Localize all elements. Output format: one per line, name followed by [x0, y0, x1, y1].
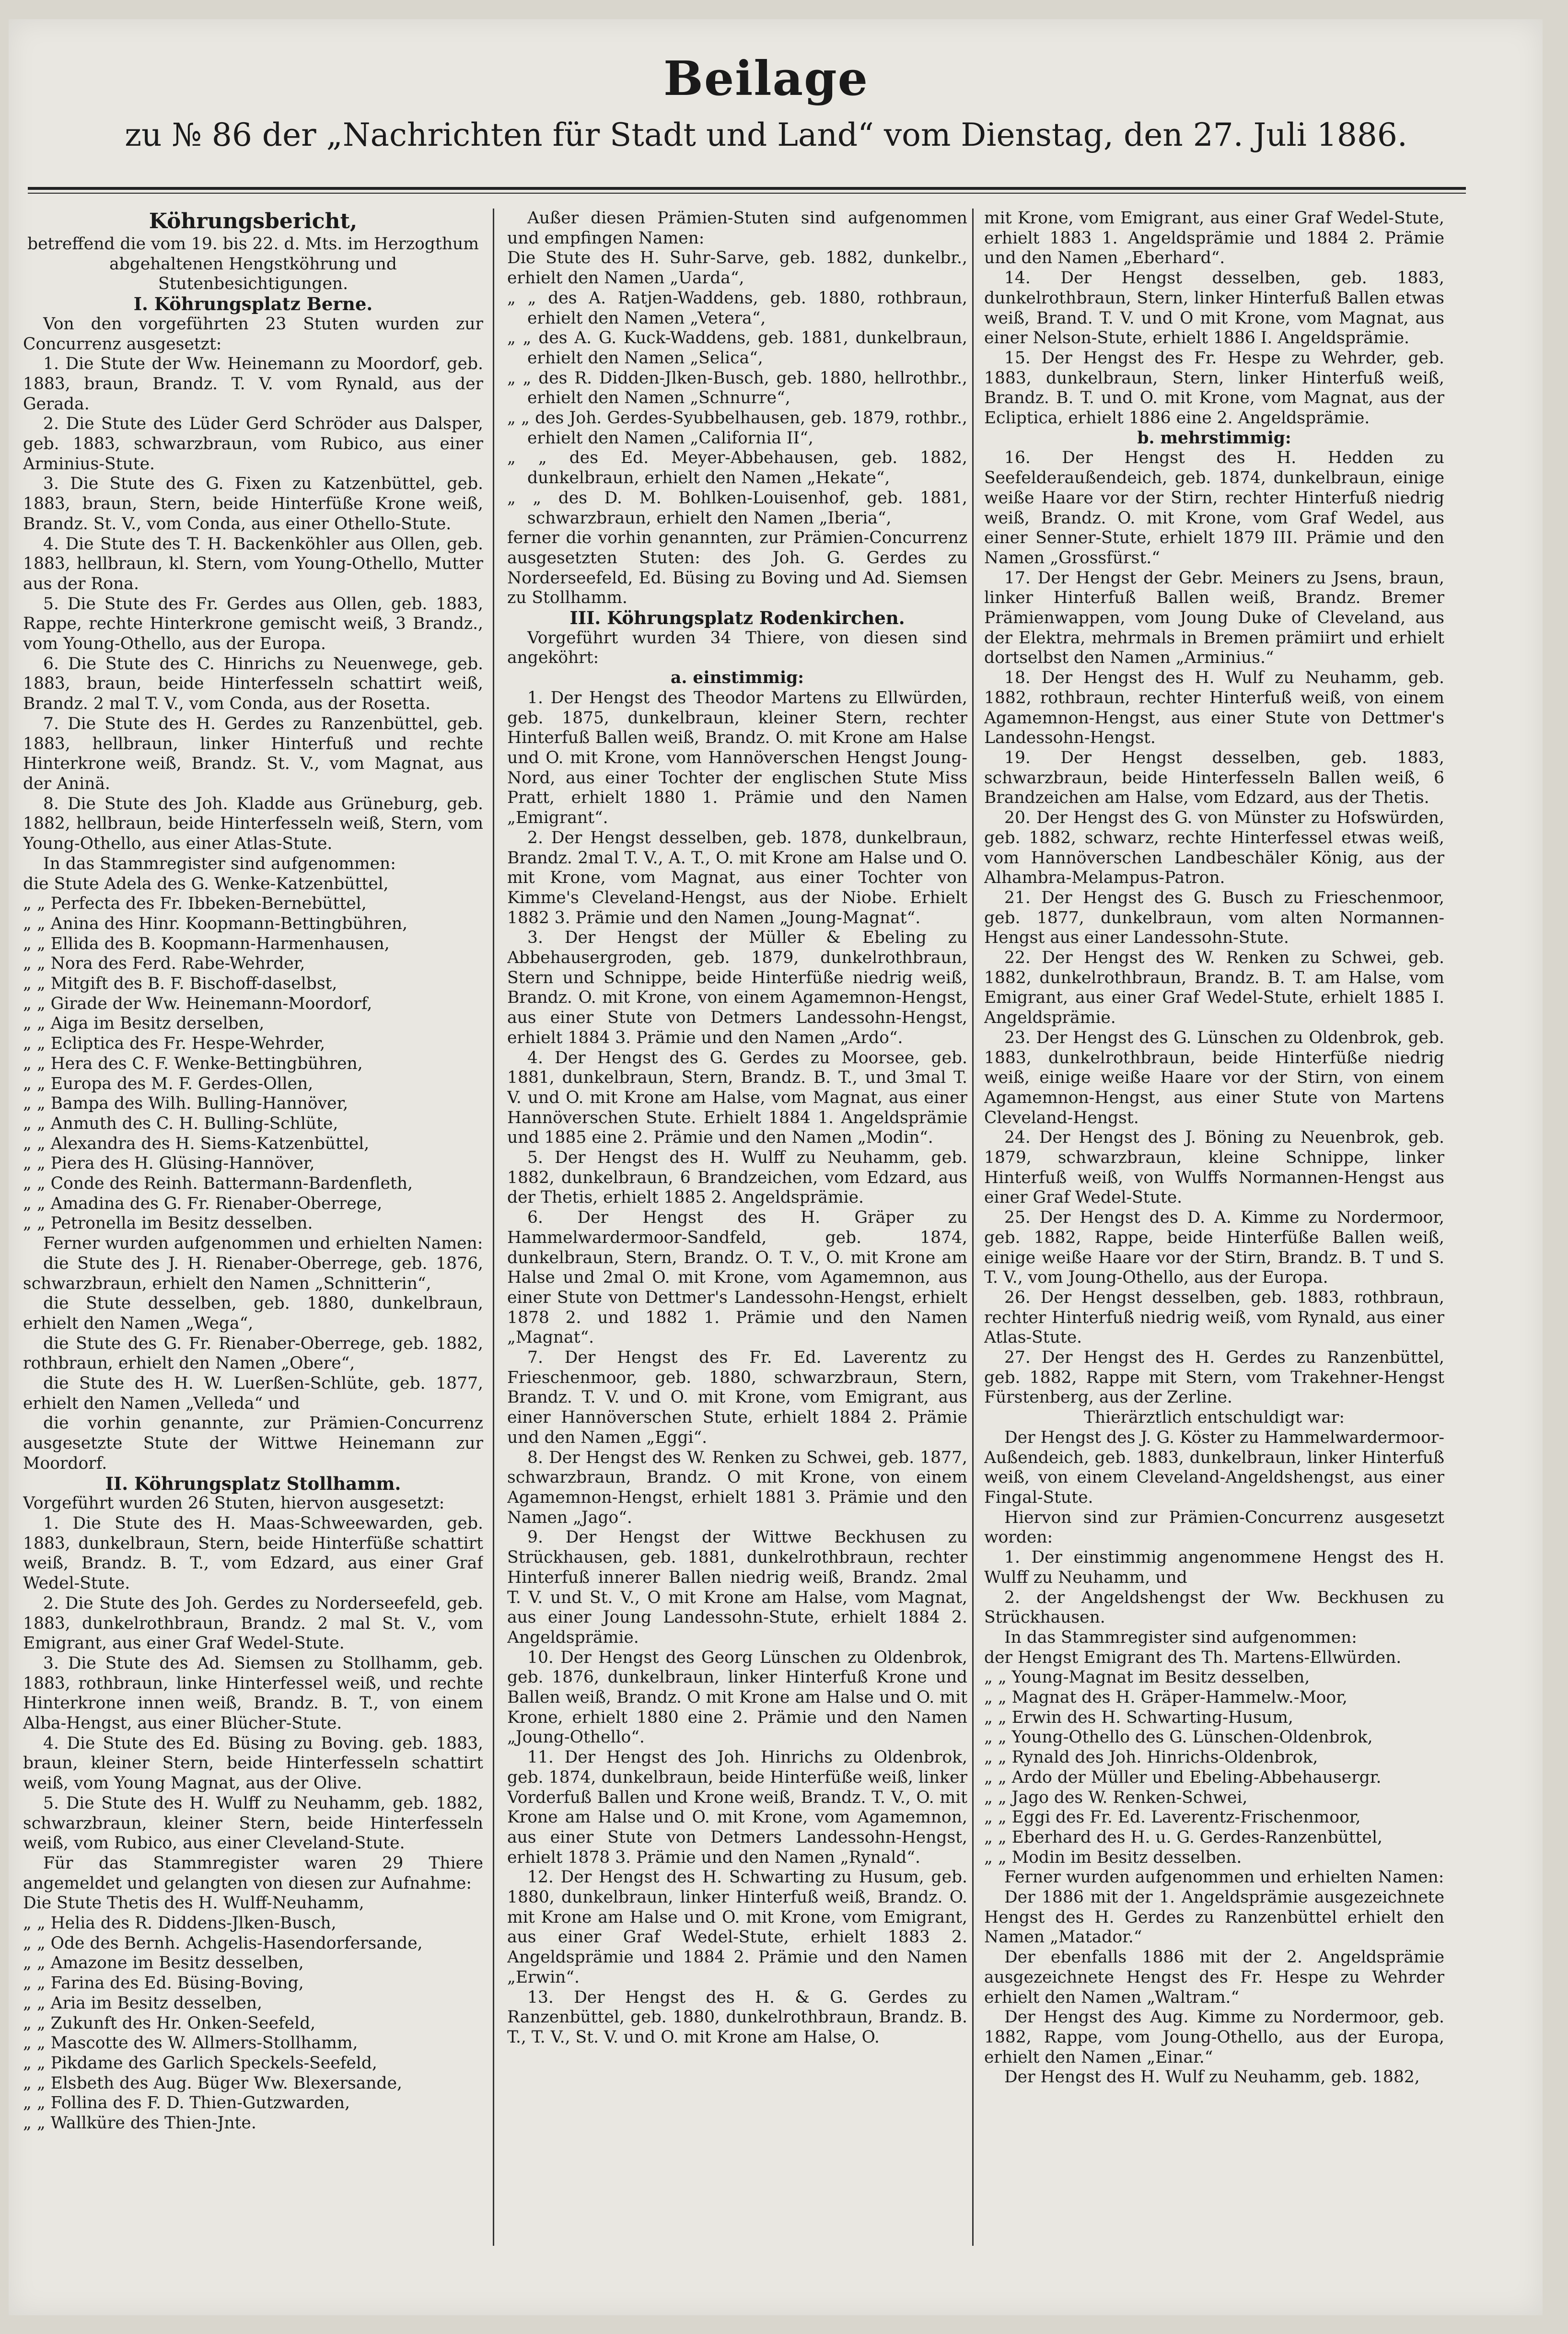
col2-paragraph: 1. Der Hengst des Theodor Martens zu Ellwürden, geb. 1875, dunkelbraun, kleiner Stern, rechter Hinterfuß Ballen weiß, Brandz. O. mit Krone am Halse und O. mit Krone, vom Hannöverschen Hengst Joung-Nord, aus einer Tochter der englischen Stute Miss Pratt, erhielt 1880 1. Prämie und den Namen „Emigrant“. [507, 688, 967, 828]
header-rule-thin [28, 193, 1466, 194]
col1-paragraph: „ „ Wallküre des Thien-Jnte. [23, 2113, 256, 2133]
col3-paragraph: Thierärztlich entschuldigt war: [1083, 1408, 1345, 1428]
col1-paragraph: Ferner wurden aufgenommen und erhielten Namen: [43, 1234, 483, 1254]
col2-paragraph: 8. Der Hengst des W. Renken zu Schwei, geb. 1877, schwarzbraun, Brandz. O mit Krone, von einem Agamemnon-Hengst, erhielt 1881 3. Prämie und den Namen „Jago“. [507, 1448, 967, 1527]
col1-paragraph: „ „ Pikdame des Garlich Speckels-Seefeld, [23, 2053, 377, 2073]
column-1 [23, 209, 483, 2246]
col3-paragraph: Der ebenfalls 1886 mit der 2. Angeldsprämie ausgezeichnete Hengst des Fr. Hespe zu Wehrder erhielt den Namen „Waltram.“ [984, 1948, 1444, 2007]
col1-paragraph: „ „ Zukunft des Hr. Onken-Seefeld, [23, 2013, 316, 2033]
column-3 [984, 209, 1444, 2246]
col1-paragraph: „ „ Aiga im Besitz derselben, [23, 1014, 265, 1033]
masthead [9, 53, 1523, 155]
col1-paragraph: „ „ Mascotte des W. Allmers-Stollhamm, [23, 2033, 358, 2053]
col1-paragraph: „ „ Amadina des G. Fr. Rienaber-Oberrege, [23, 1194, 383, 1213]
col2-paragraph: 2. Der Hengst desselben, geb. 1878, dunkelbraun, Brandz. 2mal T. V., A. T., O. mit Krone am Halse und O. mit Krone, vom Magnat, aus einer Tochter von Kimme's Cleveland-Hengst, aus der Niobe. Erhielt 1882 3. Prämie und den Namen „Joung-Magnat“. [507, 828, 967, 928]
col2-paragraph: 4. Der Hengst des G. Gerdes zu Moorsee, geb. 1881, dunkelbraun, Stern, Brandz. B. T., und 3mal T. V. und O. mit Krone am Halse, vom Magnat, aus einer Hannöverschen Stute. Erhielt 1884 1. Angeldsprämie und 1885 eine 2. Prämie und den Namen „Modin“. [507, 1048, 967, 1148]
col1-paragraph: „ „ Alexandra des H. Siems-Katzenbüttel, [23, 1134, 370, 1153]
col1-paragraph: 1. Die Stute der Ww. Heinemann zu Moordorf, geb. 1883, braun, Brandz. T. V. vom Rynald, aus der Gerada. [23, 354, 483, 414]
col3-paragraph: b. mehrstimmig: [1137, 428, 1291, 448]
col2-paragraph: „ „ des R. Didden-Jlken-Busch, geb. 1880, hellrothbr., erhielt den Namen „Schnurre“, [507, 368, 967, 408]
col1-paragraph: II. Köhrungsplatz Stollhamm. [105, 1473, 401, 1494]
col3-paragraph: Der 1886 mit der 1. Angeldsprämie ausgezeichnete Hengst des H. Gerdes zu Ranzenbüttel erhielt den Namen „Matador.“ [984, 1888, 1444, 1947]
col3-paragraph: 15. Der Hengst des Fr. Hespe zu Wehrder, geb. 1883, dunkelbraun, Stern, linker Hinterfuß weiß, Brandz. B. T. und O. mit Krone, vom Magnat, aus der Ecliptica, erhielt 1886 eine 2. Angeldsprämie. [984, 348, 1444, 428]
col1-paragraph: „ „ Petronella im Besitz desselben. [23, 1214, 313, 1233]
col2-paragraph: 3. Der Hengst der Müller & Ebeling zu Abbehausergroden, geb. 1879, dunkelrothbraun, Stern und Schnippe, beide Hinterfüße niedrig weiß, Brandz. O. mit Krone, von einem Agamemnon-Hengst, aus einer Stute von Detmers Landessohn-Hengst, erhielt 1884 3. Prämie und den Namen „Ardo“. [507, 928, 967, 1047]
col3-paragraph: 17. Der Hengst der Gebr. Meiners zu Jsens, braun, linker Hinterfuß Ballen weiß, Brandz. Bremer Prämienwappen, vom Joung Duke of Cleveland, aus der Elektra, mehrmals in Bremen prämiirt und erhielt dortselbst den Namen „Arminius.“ [984, 568, 1444, 668]
col2-paragraph: ferner die vorhin genannten, zur Prämien-Concurrenz ausgesetzten Stuten: des Joh. G. Gerdes zu Norderseefeld, Ed. Büsing zu Boving und Ad. Siemsen zu Stollhamm. [507, 528, 967, 608]
col1-paragraph: „ „ Amazone im Besitz desselben, [23, 1953, 304, 1973]
col2-paragraph: „ „ des A. Ratjen-Waddens, geb. 1880, rothbraun, erhielt den Namen „Vetera“, [507, 288, 967, 328]
col2-paragraph: a. einstimmig: [671, 668, 804, 688]
col1-paragraph: „ „ Perfecta des Fr. Ibbeken-Bernebüttel, [23, 894, 367, 914]
col1-paragraph: die vorhin genannte, zur Prämien-Concurrenz ausgesetzte Stute der Wittwe Heinemann zur Moordorf. [23, 1414, 483, 1473]
col3-paragraph: 22. Der Hengst des W. Renken zu Schwei, geb. 1882, dunkelrothbraun, Brandz. B. T. am Halse, vom Emigrant, aus einer Graf Wedel-Stute, erhielt 1885 I. Angeldsprämie. [984, 948, 1444, 1028]
header-rule-thick [28, 187, 1466, 190]
col1-paragraph: 6. Die Stute des C. Hinrichs zu Neuenwege, geb. 1883, braun, beide Hinterfesseln schattirt weiß, Brandz. 2 mal T. V., vom Conda, aus der Rosetta. [23, 654, 483, 714]
col3-paragraph: „ „ Ardo der Müller und Ebeling-Abbehausergr. [984, 1767, 1382, 1787]
col3-paragraph: 16. Der Hengst des H. Hedden zu Seefelderaußendeich, geb. 1874, dunkelbraun, einige weiße Haare vor der Stirn, rechter Hinterfuß niedrig weiß, Brandz. O. mit Krone, vom Graf Wedel, aus einer Senner-Stute, erhielt 1879 III. Prämie und den Namen „Grossfürst.“ [984, 448, 1444, 568]
col1-paragraph: die Stute des H. W. Luerßen-Schlüte, geb. 1877, erhielt den Namen „Velleda“ und [23, 1374, 483, 1413]
col1-paragraph: Von den vorgeführten 23 Stuten wurden zur Concurrenz ausgesetzt: [23, 314, 483, 354]
col1-paragraph: Die Stute Thetis des H. Wulff-Neuhamm, [23, 1893, 364, 1913]
col1-paragraph: die Stute desselben, geb. 1880, dunkelbraun, erhielt den Namen „Wega“, [23, 1294, 483, 1333]
col1-paragraph: „ „ Hera des C. F. Wenke-Bettingbühren, [23, 1054, 363, 1073]
col1-paragraph: „ „ Piera des H. Glüsing-Hannöver, [23, 1154, 315, 1173]
col1-paragraph: I. Köhrungsplatz Berne. [133, 293, 373, 315]
newspaper-page [9, 19, 1543, 2315]
col2-paragraph: 6. Der Hengst des H. Gräper zu Hammelwardermoor-Sandfeld, geb. 1874, dunkelbraun, Stern, Brandz. O. T. V., O. mit Krone am Halse und 2mal O. mit Krone, vom Agamemnon, aus einer Stute von Dettmer's Landessohn-Hengst, erhielt 1878 2. und 1882 1. Prämie und den Namen „Magnat“. [507, 1208, 967, 1347]
col1-paragraph: 3. Die Stute des G. Fixen zu Katzenbüttel, geb. 1883, braun, Stern, beide Hinterfüße Krone weiß, Brandz. St. V., vom Conda, aus einer Othello-Stute. [23, 474, 483, 534]
col3-paragraph: „ „ Eggi des Fr. Ed. Laverentz-Frischenmoor, [984, 1808, 1361, 1827]
col2-paragraph: „ „ des A. G. Kuck-Waddens, geb. 1881, dunkelbraun, erhielt den Namen „Selica“, [507, 328, 967, 368]
col1-paragraph: „ „ Anmuth des C. H. Bulling-Schlüte, [23, 1114, 338, 1133]
col1-paragraph: In das Stammregister sind aufgenommen: [43, 854, 396, 873]
col2-paragraph: 12. Der Hengst des H. Schwarting zu Husum, geb. 1880, dunkelbraun, linker Hinterfuß weiß, Brandz. O. mit Krone am Halse und O. mit Krone, vom Emigrant, aus einer Graf Wedel-Stute, erhielt 1883 2. Angeldsprämie und 1884 2. Prämie und den Namen „Erwin“. [507, 1868, 967, 1987]
col1-paragraph: Köhrungsbericht, [149, 209, 358, 233]
column-divider-2 [972, 209, 974, 2246]
col3-paragraph: 25. Der Hengst des D. A. Kimme zu Nordermoor, geb. 1882, Rappe, beide Hinterfüße Ballen weiß, einige weiße Haare vor der Stirn, Brandz. B. T und S. T. V., vom Joung-Othello, aus der Europa. [984, 1208, 1444, 1288]
col2-paragraph: „ „ des Ed. Meyer-Abbehausen, geb. 1882, dunkelbraun, erhielt den Namen „Hekate“, [507, 448, 967, 488]
col3-paragraph: 1. Der einstimmig angenommene Hengst des H. Wulff zu Neuhamm, und [984, 1548, 1444, 1587]
col2-paragraph: 11. Der Hengst des Joh. Hinrichs zu Oldenbrok, geb. 1874, dunkelbraun, beide Hinterfüße weiß, linker Vorderfuß Ballen und Krone weiß, Brandz. T. V., O. mit Krone am Halse und O. mit Krone, vom Agamemnon, aus einer Stute von Detmers Landessohn-Hengst, erhielt 1878 3. Prämie und den Namen „Rynald“. [507, 1748, 967, 1867]
supplement-title: Beilage [663, 51, 869, 106]
col3-paragraph: „ „ Modin im Besitz desselben. [984, 1847, 1242, 1867]
col2-paragraph: Die Stute des H. Suhr-Sarve, geb. 1882, dunkelbr., erhielt den Namen „Uarda“, [507, 248, 967, 288]
col3-paragraph: Ferner wurden aufgenommen und erhielten Namen: [1004, 1868, 1444, 1887]
col1-paragraph: 8. Die Stute des Joh. Kladde aus Grüneburg, geb. 1882, hellbraun, beide Hinterfesseln weiß, Stern, vom Young-Othello, aus einer Atlas-Stute. [23, 794, 483, 854]
col1-paragraph: 7. Die Stute des H. Gerdes zu Ranzenbüttel, geb. 1883, hellbraun, linker Hinterfuß und rechte Hinterkrone weiß, Brandz. St. V., vom Magnat, aus der Aninä. [23, 714, 483, 793]
col1-paragraph: „ „ Conde des Reinh. Battermann-Bardenfleth, [23, 1174, 413, 1194]
col3-paragraph: „ „ Eberhard des H. u. G. Gerdes-Ranzenbüttel, [984, 1827, 1382, 1847]
col1-paragraph: die Stute Adela des G. Wenke-Katzenbüttel, [23, 874, 389, 894]
col1-paragraph: betreffend die vom 19. bis 22. d. Mts. im Herzogthum abgehaltenen Hengstköhrung und Stutenbesichtigungen. [27, 234, 479, 294]
col1-paragraph: Für das Stammregister waren 29 Thiere angemeldet und gelangten von diesen zur Aufnahme: [23, 1853, 483, 1893]
col3-paragraph: „ „ Young-Magnat im Besitz desselben, [984, 1668, 1310, 1687]
col1-paragraph: „ „ Ellida des B. Koopmann-Harmenhausen, [23, 934, 390, 953]
col3-paragraph: 19. Der Hengst desselben, geb. 1883, schwarzbraun, beide Hinterfesseln Ballen weiß, 6 Brandzeichen am Halse, vom Edzard, aus der Thetis. [984, 748, 1444, 808]
col1-paragraph: 5. Die Stute des Fr. Gerdes aus Ollen, geb. 1883, Rappe, rechte Hinterkrone gemischt weiß, 3 Brandz., vom Young-Othello, aus der Europa. [23, 594, 483, 654]
col1-paragraph: „ „ Nora des Ferd. Rabe-Wehrder, [23, 954, 305, 974]
col2-paragraph: 7. Der Hengst des Fr. Ed. Laverentz zu Frieschenmoor, geb. 1880, schwarzbraun, Stern, Brandz. T. V. und O. mit Krone, vom Emigrant, aus einer Hannöverschen Stute, erhielt 1884 2. Prämie und den Namen „Eggi“. [507, 1348, 967, 1447]
col1-paragraph: 4. Die Stute des Ed. Büsing zu Boving. geb. 1883, braun, kleiner Stern, beide Hinterfesseln schattirt weiß, vom Young Magnat, aus der Olive. [23, 1733, 483, 1793]
col1-paragraph: die Stute des J. H. Rienaber-Oberrege, geb. 1876, schwarzbraun, erhielt den Namen „Schnitterin“, [23, 1254, 483, 1293]
col3-paragraph: 24. Der Hengst des J. Böning zu Neuenbrok, geb. 1879, schwarzbraun, kleine Schnippe, linker Hinterfuß weiß, von Wulffs Normannen-Hengst aus einer Graf Wedel-Stute. [984, 1128, 1444, 1208]
col3-paragraph: 14. Der Hengst desselben, geb. 1883, dunkelrothbraun, Stern, linker Hinterfuß Ballen etwas weiß, Brand. T. V. und O mit Krone, vom Magnat, aus einer Nelson-Stute, erhielt 1886 I. Angeldsprämie. [984, 268, 1444, 348]
supplement-subtitle: zu № 86 der „Nachrichten für Stadt und Land“ vom Dienstag, den 27. Juli 1886. [125, 116, 1407, 153]
col3-paragraph: „ „ Rynald des Joh. Hinrichs-Oldenbrok, [984, 1748, 1318, 1767]
col1-paragraph: 1. Die Stute des H. Maas-Schweewarden, geb. 1883, dunkelbraun, Stern, beide Hinterfüße schattirt weiß, Brandz. B. T., vom Edzard, aus einer Graf Wedel-Stute. [23, 1514, 483, 1593]
col1-paragraph: „ „ Helia des R. Diddens-Jlken-Busch, [23, 1914, 337, 1933]
col3-paragraph: „ „ Magnat des H. Gräper-Hammelw.-Moor, [984, 1688, 1347, 1707]
col1-paragraph: 4. Die Stute des T. H. Backenköhler aus Ollen, geb. 1883, hellbraun, kl. Stern, vom Young-Othello, Mutter aus der Rona. [23, 534, 483, 593]
column-2 [507, 209, 967, 2246]
col3-paragraph: „ „ Jago des W. Renken-Schwei, [984, 1788, 1248, 1807]
col3-paragraph: 23. Der Hengst des G. Lünschen zu Oldenbrok, geb. 1883, dunkelrothbraun, beide Hinterfüße niedrig weiß, einige weiße Haare vor der Stirn, von einem Agamemnon-Hengst, aus einer Stute von Martens Cleveland-Hengst. [984, 1028, 1444, 1127]
col2-paragraph: 9. Der Hengst der Wittwe Beckhusen zu Strückhausen, geb. 1881, dunkelrothbraun, rechter Hinterfuß innerer Ballen niedrig weiß, Brandz. 2mal T. V. und St. V., O mit Krone am Halse, vom Magnat, aus einer Joung Landessohn-Stute, erhielt 1884 2. Angeldsprämie. [507, 1528, 967, 1647]
col2-paragraph: Vorgeführt wurden 34 Thiere, von diesen sind angeköhrt: [507, 628, 967, 668]
col2-paragraph: III. Köhrungsplatz Rodenkirchen. [569, 607, 905, 629]
col1-paragraph: „ „ Follina des F. D. Thien-Gutzwarden, [23, 2093, 350, 2113]
col3-paragraph: Der Hengst des J. G. Köster zu Hammelwardermoor-Außendeich, geb. 1883, dunkelbraun, linker Hinterfuß weiß, von einem Cleveland-Angeldshengst, aus einer Fingal-Stute. [984, 1428, 1444, 1507]
col3-paragraph: Hiervon sind zur Prämien-Concurrenz ausgesetzt worden: [984, 1508, 1444, 1547]
column-divider-1 [493, 209, 494, 2246]
col3-paragraph: der Hengst Emigrant des Th. Martens-Ellwürden. [984, 1648, 1402, 1667]
col2-paragraph: 5. Der Hengst des H. Wulff zu Neuhamm, geb. 1882, dunkelbraun, 6 Brandzeichen, vom Edzard, aus der Thetis, erhielt 1885 2. Angeldsprämie. [507, 1148, 967, 1208]
col2-paragraph: 10. Der Hengst des Georg Lünschen zu Oldenbrok, geb. 1876, dunkelbraun, linker Hinterfuß Krone und Ballen weiß, Brandz. O mit Krone am Halse und O. mit Krone, erhielt 1880 eine 2. Prämie und den Namen „Joung-Othello“. [507, 1648, 967, 1747]
col1-paragraph: „ „ Elsbeth des Aug. Büger Ww. Blexersande, [23, 2073, 402, 2093]
col1-paragraph: „ „ Farina des Ed. Büsing-Boving, [23, 1974, 304, 1993]
col3-paragraph: 26. Der Hengst desselben, geb. 1883, rothbraun, rechter Hinterfuß niedrig weiß, vom Rynald, aus einer Atlas-Stute. [984, 1288, 1444, 1347]
col3-paragraph: „ „ Erwin des H. Schwarting-Husum, [984, 1707, 1293, 1727]
col3-paragraph: In das Stammregister sind aufgenommen: [1004, 1627, 1357, 1647]
col1-paragraph: 2. Die Stute des Joh. Gerdes zu Norderseefeld, geb. 1883, dunkelrothbraun, Brandz. 2 mal St. V., vom Emigrant, aus einer Graf Wedel-Stute. [23, 1593, 483, 1653]
col1-paragraph: 3. Die Stute des Ad. Siemsen zu Stollhamm, geb. 1883, rothbraun, linke Hinterfessel weiß, und rechte Hinterkrone innen weiß, Brandz. B. T., von einem Alba-Hengst, aus einer Blücher-Stute. [23, 1653, 483, 1733]
col1-paragraph: 5. Die Stute des H. Wulff zu Neuhamm, geb. 1882, schwarzbraun, kleiner Stern, beide Hinterfesseln weiß, vom Rubico, aus einer Cleveland-Stute. [23, 1793, 483, 1853]
col1-paragraph: „ „ Ecliptica des Fr. Hespe-Wehrder, [23, 1034, 325, 1054]
col3-paragraph: 18. Der Hengst des H. Wulf zu Neuhamm, geb. 1882, rothbraun, rechter Hinterfuß weiß, von einem Agamemnon-Hengst, aus einer Stute von Dettmer's Landessohn-Hengst. [984, 668, 1444, 748]
col1-paragraph: „ „ Bampa des Wilh. Bulling-Hannöver, [23, 1094, 348, 1114]
col3-paragraph: „ „ Young-Othello des G. Lünschen-Oldenbrok, [984, 1728, 1373, 1747]
col1-paragraph: „ „ Anina des Hinr. Koopmann-Bettingbühren, [23, 914, 408, 933]
col1-paragraph: „ „ Mitgift des B. F. Bischoff-daselbst, [23, 974, 337, 994]
col1-paragraph: die Stute des G. Fr. Rienaber-Oberrege, geb. 1882, rothbraun, erhielt den Namen „Obere“, [23, 1334, 483, 1373]
col3-paragraph: 2. der Angeldshengst der Ww. Beckhusen zu Strückhausen. [984, 1588, 1444, 1627]
col3-paragraph: 20. Der Hengst des G. von Münster zu Hofswürden, geb. 1882, schwarz, rechte Hinterfessel etwas weiß, vom Hannöverschen Landbeschäler König, aus der Alhambra-Melampus-Patron. [984, 808, 1444, 888]
col2-paragraph: „ „ des Joh. Gerdes-Syubbelhausen, geb. 1879, rothbr., erhielt den Namen „California II“, [507, 408, 967, 448]
col1-paragraph: „ „ Europa des M. F. Gerdes-Ollen, [23, 1074, 314, 1093]
col3-paragraph: Der Hengst des Aug. Kimme zu Nordermoor, geb. 1882, Rappe, vom Joung-Othello, aus der Europa, erhielt den Namen „Einar.“ [984, 2008, 1444, 2067]
col1-paragraph: 2. Die Stute des Lüder Gerd Schröder aus Dalsper, geb. 1883, schwarzbraun, vom Rubico, aus einer Arminius-Stute. [23, 414, 483, 474]
col1-paragraph: „ „ Ode des Bernh. Achgelis-Hasendorfersande, [23, 1933, 423, 1953]
col2-paragraph: „ „ des D. M. Bohlken-Louisenhof, geb. 1881, schwarzbraun, erhielt den Namen „Iberia“, [507, 488, 967, 528]
col1-paragraph: Vorgeführt wurden 26 Stuten, hiervon ausgesetzt: [23, 1494, 445, 1513]
col1-paragraph: „ „ Aria im Besitz desselben, [23, 1993, 262, 2013]
col2-paragraph: Außer diesen Prämien-Stuten sind aufgenommen und empfingen Namen: [507, 209, 967, 248]
col1-paragraph: „ „ Girade der Ww. Heinemann-Moordorf, [23, 994, 372, 1013]
col3-paragraph: 21. Der Hengst des G. Busch zu Frieschenmoor, geb. 1877, dunkelbraun, vom alten Normannen-Hengst aus einer Landessohn-Stute. [984, 888, 1444, 948]
col3-paragraph: Der Hengst des H. Wulf zu Neuhamm, geb. 1882, [1004, 2067, 1420, 2087]
col3-paragraph: mit Krone, vom Emigrant, aus einer Graf Wedel-Stute, erhielt 1883 1. Angeldsprämie und 1884 2. Prämie und den Namen „Eberhard“. [984, 209, 1444, 268]
col2-paragraph: 13. Der Hengst des H. & G. Gerdes zu Ranzenbüttel, geb. 1880, dunkelrothbraun, Brandz. B. T., T. V., St. V. und O. mit Krone am Halse, O. [507, 1987, 967, 2047]
col3-paragraph: 27. Der Hengst des H. Gerdes zu Ranzenbüttel, geb. 1882, Rappe mit Stern, vom Trakehner-Hengst Fürstenberg, aus der Zerline. [984, 1348, 1444, 1407]
